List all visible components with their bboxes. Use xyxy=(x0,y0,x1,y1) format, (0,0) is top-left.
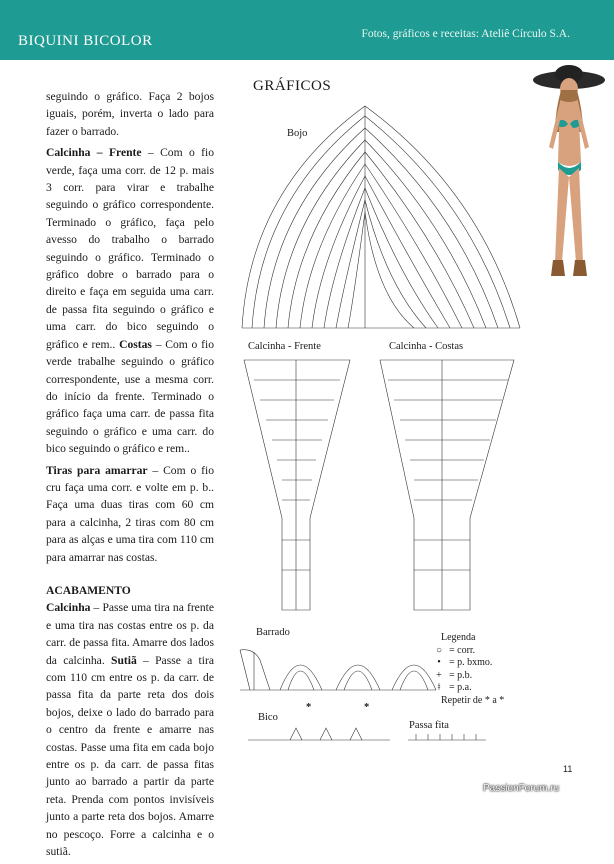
bojo-label: Bojo xyxy=(287,128,308,139)
acabamento-paragraph: Calcinha – Passe uma tira na frente e uma tira nas costas entre os p. da carr. de passa fita. Amarre dos lados da calcinha. Sutiã – Passe a tira com 110 cm entre os p. da carr. de passa fita da parte reta dos dois bojos, deixe o lado do barrado para o centro da frente e amarre nas costas. Passe uma fita em cada bojo entre os p. da carr. de passa fitas junto ao barrado a partir da parte reta. Prenda com pontos invisíveis junto a parte reta dos bojos. Amarre no pescoço. Forre a calcinha e o sutiã. xyxy=(46,601,214,859)
instructions-column xyxy=(46,88,214,864)
double-crochet-icon: ǂ xyxy=(437,682,441,694)
bojo-outline xyxy=(242,106,520,328)
legend-item: ǂ = p.a. xyxy=(429,682,504,695)
chain-icon: ○ xyxy=(435,644,443,656)
passa-fita-chart xyxy=(408,734,486,740)
watermark: PassionForum.ru xyxy=(483,783,560,794)
calcinha-frente-heading: Calcinha – Frente xyxy=(46,146,142,160)
passa-fita-label: Passa fita xyxy=(409,720,449,731)
tiras-heading: Tiras para amarrar xyxy=(46,463,148,477)
calcinha-heading: Calcinha xyxy=(46,601,91,615)
frente-costas-paragraph: Calcinha – Frente – Com o fio verde, faça uma corr. de 12 p. mais 3 corr. para virar e trabalhe seguindo o gráfico correspondente. Terminado o gráfico, faça pelo avesso do trabalho o barrado seguindo o gráfico. Terminado o gráfico dobre o barrado para o direito e faça em seguida uma carr. de passa fita seguindo o gráfico e uma carr. do bico seguindo o gráfico e rem.. Costas – Com o fio verde trabalhe seguindo o gráfico correspondente, use a mesma corr. do início da frente. Terminado o gráfico faça uma carr. de passa fita seguindo o gráfico e uma carr. do bico seguindo o gráfico e rem.. xyxy=(46,146,214,456)
model-photo xyxy=(525,62,614,298)
slip-stitch-icon: • xyxy=(437,657,441,669)
legend xyxy=(429,632,504,708)
frente-label: Calcinha - Frente xyxy=(248,341,321,352)
calcinha-frente-chart xyxy=(244,360,350,610)
costas-label: Calcinha - Costas xyxy=(389,341,464,352)
sutia-heading: Sutiã xyxy=(111,653,137,667)
legend-title: Legenda xyxy=(441,632,476,643)
page-title: BIQUINI BICOLOR xyxy=(18,33,153,49)
header-credit: Fotos, gráficos e receitas: Ateliê Círculo S.A. xyxy=(361,28,570,40)
legend-item: + = p.b. xyxy=(429,670,504,683)
barrado-label: Barrado xyxy=(256,627,290,638)
calcinha-costas-chart xyxy=(380,360,514,610)
bico-chart xyxy=(248,728,390,740)
legend-item: ○ = corr. xyxy=(429,645,504,658)
repeat-mark-end: * xyxy=(364,702,370,713)
page-number: 11 xyxy=(563,764,573,774)
tiras-paragraph: Tiras para amarrar – Com o fio cru faça uma corr. e volte em p. b.. Faça uma duas tiras com 60 cm para a calcinha, 2 tiras com 80 cm para as alças e uma tira com 110 cm para amarrar nas costas. xyxy=(46,463,214,564)
barrado-chart xyxy=(240,650,436,690)
single-crochet-icon: + xyxy=(436,669,442,681)
intro-paragraph: seguindo o gráfico. Faça 2 bojos iguais, porém, inverta o lado para fazer o barrado. xyxy=(46,90,214,138)
costas-heading: Costas xyxy=(119,337,152,351)
repeat-mark-start: * xyxy=(306,702,312,713)
legend-item: • = p. bxmo. xyxy=(429,657,504,670)
acabamento-heading: ACABAMENTO xyxy=(46,583,131,597)
bico-label: Bico xyxy=(258,712,278,723)
legend-repeat: Repetir de * a * xyxy=(441,694,505,706)
header-bar xyxy=(0,0,614,60)
charts-title: GRÁFICOS xyxy=(253,78,332,94)
bojo-chart xyxy=(242,106,520,328)
